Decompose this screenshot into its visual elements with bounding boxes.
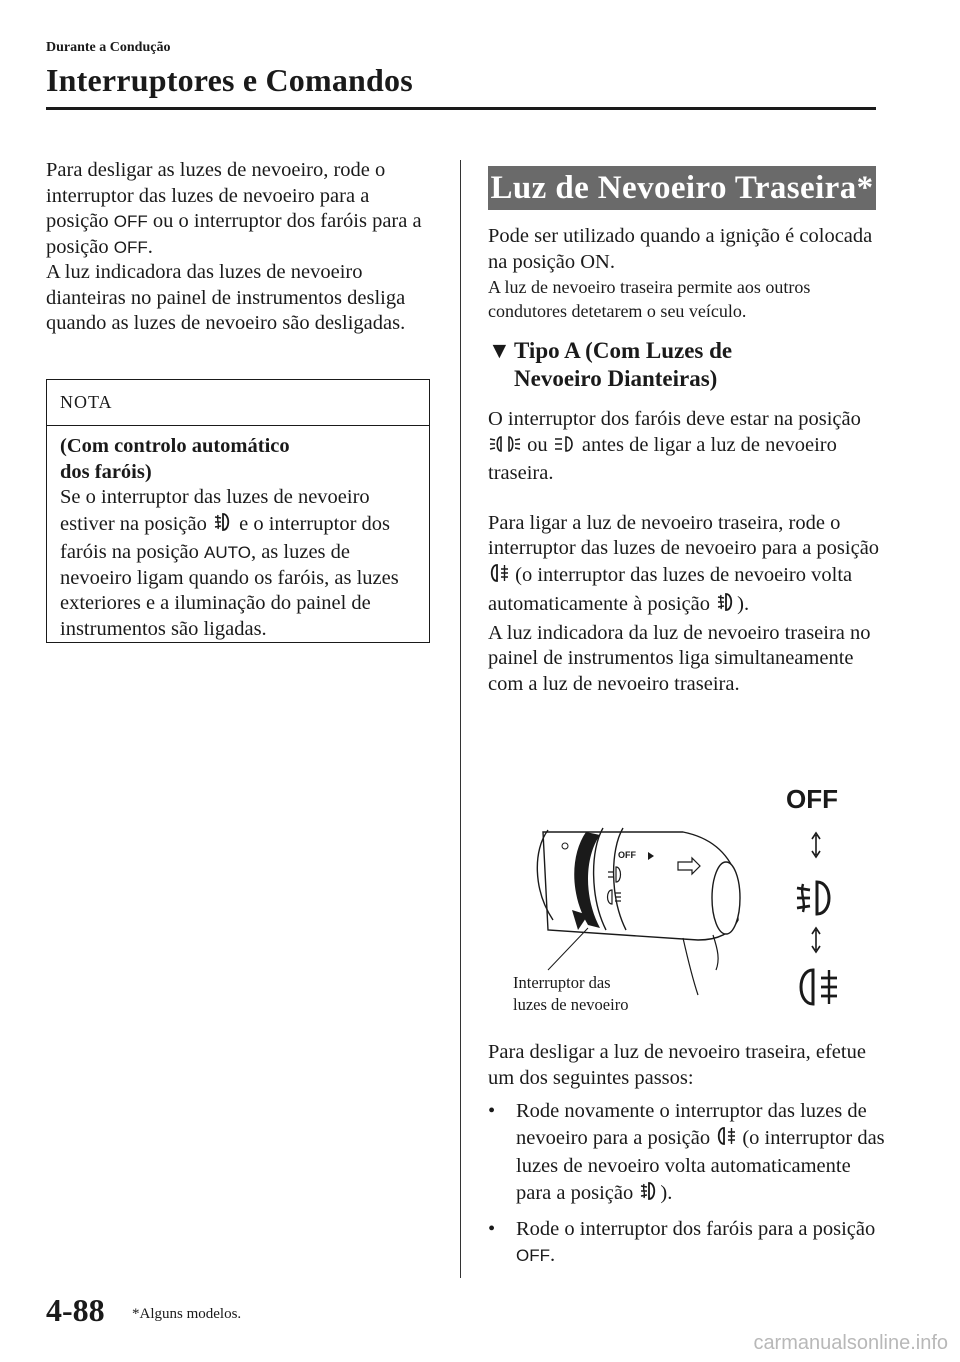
right-column — [488, 224, 883, 697]
text: O interruptor dos faróis deve estar na posição — [488, 408, 861, 430]
text: (o interruptor das luzes de nevoeiro volta automaticamente para a posição — [516, 1126, 885, 1204]
off-label: OFF — [113, 237, 148, 257]
spacer — [488, 487, 883, 511]
list-item — [488, 1099, 888, 1209]
right-column-lower — [488, 1040, 888, 1268]
page-number: 4-88 — [46, 1292, 105, 1328]
note-body — [47, 426, 429, 642]
text: Para desligar as luzes de nevoeiro, rode o interruptor das luzes de nevoeiro para a posição — [46, 159, 386, 232]
right-paragraph-4 — [488, 511, 883, 621]
text: Rode novamente o interruptor das luzes de nevoeiro para a posição — [516, 1100, 867, 1149]
rear-fog-icon — [793, 966, 841, 1013]
auto-label: AUTO — [204, 543, 251, 562]
rear-fog-icon — [488, 562, 510, 592]
caption-line: luzes de nevoeiro — [513, 995, 629, 1014]
text: Para ligar a luz de nevoeiro traseira, rode o interruptor das luzes de nevoeiro para a posição — [488, 511, 880, 559]
text: ). — [660, 1181, 673, 1204]
right-paragraph-5: A luz indicadora da luz de nevoeiro traseira no painel de instrumentos liga simultaneamente com a luz de nevoeiro traseira. — [488, 621, 871, 695]
bullet-icon: • — [488, 1218, 496, 1240]
note-box — [46, 379, 430, 643]
section-label: Durante a Condução — [46, 40, 171, 55]
footnote: *Alguns modelos. — [132, 1306, 242, 1322]
right-paragraph-2: A luz de nevoeiro traseira permite aos outros condutores detetarem o seu veículo. — [488, 277, 811, 321]
svg-text:OFF: OFF — [618, 850, 636, 860]
left-paragraph-2: A luz indicadora das luzes de nevoeiro dianteiras no painel de instrumentos desliga quando as luzes de nevoeiro são desligadas. — [46, 261, 406, 334]
right-paragraph-6: Para desligar a luz de nevoeiro traseira, efetue um dos seguintes passos: — [488, 1041, 866, 1089]
watermark: carmanualsonline.info — [753, 1332, 948, 1354]
front-fog-icon — [212, 511, 234, 541]
left-column — [46, 158, 436, 337]
list-item-text — [516, 1217, 888, 1268]
note-heading: NOTA — [47, 380, 429, 426]
title-rule — [46, 107, 876, 110]
text: (o interruptor das luzes de nevoeiro volta automaticamente à posição — [488, 563, 853, 615]
note-subheading: dos faróis) — [60, 460, 152, 483]
triangle-down-icon: ▼ — [488, 338, 511, 363]
text: e o interruptor dos faróis na posição — [60, 512, 390, 563]
front-fog-icon — [715, 591, 737, 621]
subheading-line: Nevoeiro Dianteiras) — [514, 366, 718, 391]
text: antes de ligar a luz de nevoeiro traseira. — [488, 433, 837, 484]
text: ou o interruptor dos faróis para a posição — [46, 210, 422, 258]
text: , as luzes de nevoeiro ligam quando os faróis, as luzes exteriores e a iluminação do painel de instrumentos são ligadas. — [60, 541, 399, 640]
page-title: Interruptores e Comandos — [46, 62, 413, 98]
text: Se o interruptor das luzes de nevoeiro estiver na posição — [60, 486, 370, 535]
text: . — [147, 235, 153, 258]
off-label: OFF — [516, 1245, 550, 1265]
column-divider — [460, 160, 461, 1278]
subheading-line: Tipo A (Com Luzes de — [514, 338, 733, 363]
text: . — [550, 1243, 556, 1266]
headlight-icon — [553, 434, 577, 462]
front-fog-icon — [638, 1180, 660, 1210]
subheading — [488, 337, 883, 393]
list-item — [488, 1217, 888, 1268]
text: ou — [522, 433, 553, 456]
front-fog-icon — [793, 878, 839, 923]
note-text — [60, 485, 419, 642]
rear-fog-icon — [715, 1125, 737, 1155]
caption-line: Interruptor das — [513, 973, 611, 992]
list-item-text — [516, 1099, 888, 1209]
off-label: OFF — [113, 212, 148, 231]
section-banner: Luz de Nevoeiro Traseira* — [488, 166, 876, 210]
parking-light-icon — [488, 434, 522, 462]
text: ). — [737, 593, 750, 615]
left-paragraph-1 — [46, 158, 436, 260]
text: Rode o interruptor dos faróis para a posição — [516, 1218, 876, 1240]
note-subheading: (Com controlo automático — [60, 435, 290, 457]
right-paragraph-3 — [488, 407, 883, 487]
bullet-icon: • — [488, 1100, 496, 1122]
figure-off-label: OFF — [786, 784, 838, 814]
right-paragraph-1: Pode ser utilizado quando a ignição é colocada na posição ON. — [488, 225, 873, 273]
figure-caption — [513, 972, 628, 1016]
